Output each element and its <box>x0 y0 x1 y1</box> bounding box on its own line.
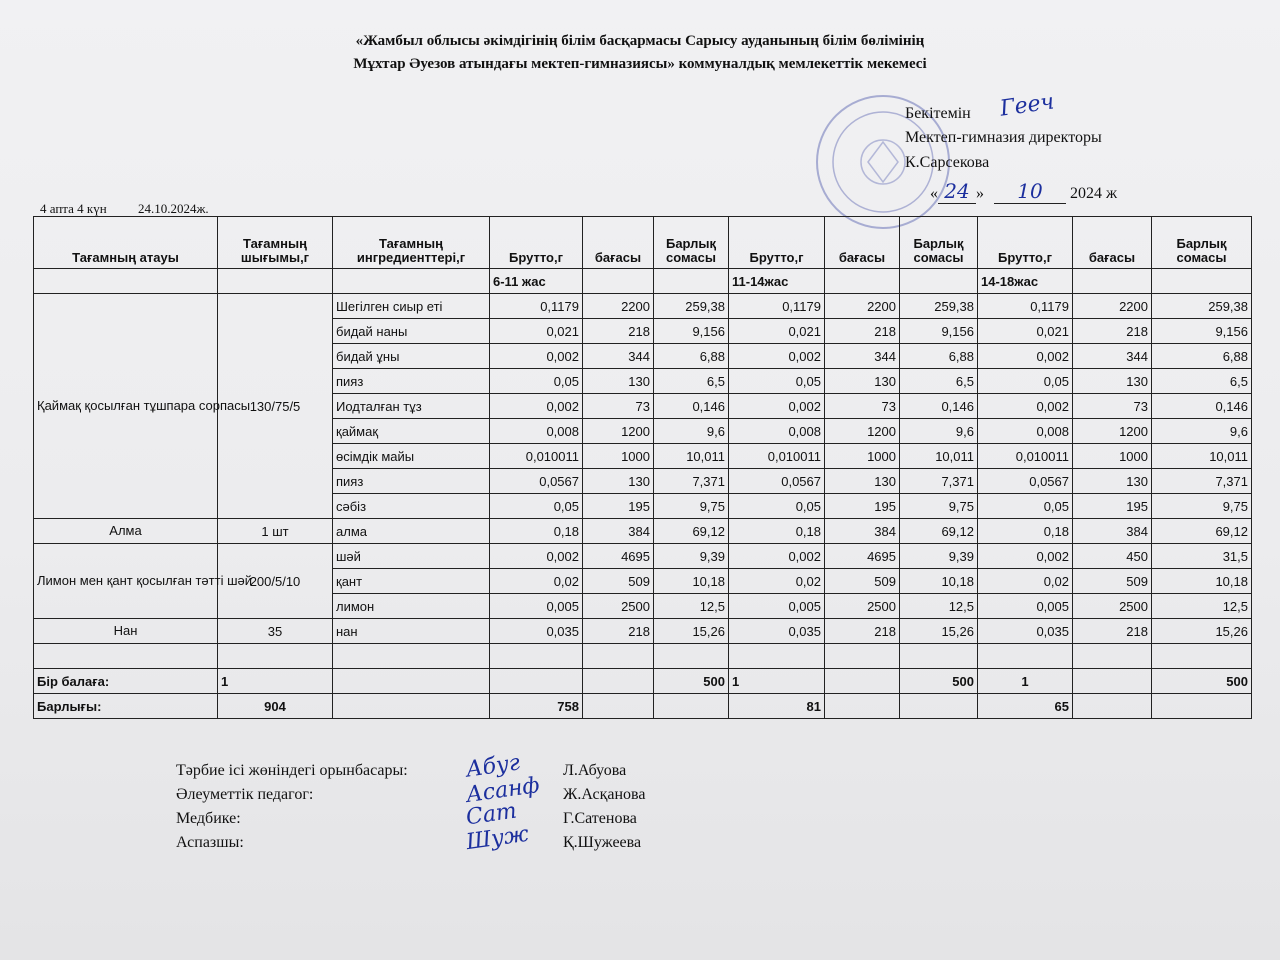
value-cell: 0,05 <box>729 494 825 519</box>
value-cell: 1200 <box>583 419 654 444</box>
ingredient-name: бидай наны <box>333 319 490 344</box>
per-child-value: 500 <box>654 669 729 694</box>
value-cell: 15,26 <box>900 619 978 644</box>
value-cell: 9,156 <box>900 319 978 344</box>
empty-cell <box>900 694 978 719</box>
value-cell: 69,12 <box>900 519 978 544</box>
approval-position: Мектеп-гимназия директоры <box>905 129 1102 146</box>
dish-yield: 35 <box>218 619 333 644</box>
value-cell: 15,26 <box>654 619 729 644</box>
empty-cell <box>729 644 825 669</box>
ingredient-name: пияз <box>333 469 490 494</box>
value-cell: 12,5 <box>1152 594 1252 619</box>
handwritten-signature: Сат <box>464 798 519 831</box>
empty-cell <box>1152 269 1252 294</box>
total-value: 758 <box>490 694 583 719</box>
week-info <box>40 201 237 217</box>
ingredient-name: Иодталған тұз <box>333 394 490 419</box>
value-cell: 6,5 <box>1152 369 1252 394</box>
value-cell: 384 <box>1073 519 1152 544</box>
value-cell: 7,371 <box>900 469 978 494</box>
value-cell: 0,05 <box>729 369 825 394</box>
per-child-value: Бір балаға: <box>34 669 218 694</box>
value-cell: 218 <box>583 319 654 344</box>
org-title-line-1: «Жамбыл облысы әкімдігінің білім басқармасы Сарысу ауданының білім бөлімінің <box>355 33 925 49</box>
empty-cell <box>34 269 218 294</box>
value-cell: 130 <box>1073 469 1152 494</box>
value-cell: 130 <box>583 369 654 394</box>
column-header: Брутто,г <box>490 217 583 269</box>
table-row <box>34 294 1252 319</box>
empty-cell <box>825 694 900 719</box>
total-value: Барлығы: <box>34 694 218 719</box>
empty-cell <box>583 269 654 294</box>
signer-name: Г.Сатенова <box>563 810 637 827</box>
value-cell: 4695 <box>583 544 654 569</box>
value-cell: 12,5 <box>900 594 978 619</box>
total-value: 81 <box>729 694 825 719</box>
dish-name: Лимон мен қант қосылған тәтті шәй <box>34 544 218 619</box>
dish-name: Нан <box>34 619 218 644</box>
value-cell: 0,021 <box>490 319 583 344</box>
ingredient-name: қант <box>333 569 490 594</box>
value-cell: 218 <box>1073 619 1152 644</box>
column-header: Брутто,г <box>978 217 1073 269</box>
column-header: Тағамның шығымы,г <box>218 217 333 269</box>
empty-cell <box>490 644 583 669</box>
empty-cell <box>333 644 490 669</box>
value-cell: 0,008 <box>978 419 1073 444</box>
value-cell: 0,02 <box>729 569 825 594</box>
value-cell: 0,18 <box>729 519 825 544</box>
empty-cell <box>1152 644 1252 669</box>
value-cell: 0,010011 <box>729 444 825 469</box>
total-value: 65 <box>978 694 1073 719</box>
value-cell: 2500 <box>583 594 654 619</box>
week-day: 4 апта 4 күн <box>40 201 107 216</box>
empty-cell <box>218 269 333 294</box>
value-cell: 0,02 <box>490 569 583 594</box>
value-cell: 9,75 <box>900 494 978 519</box>
value-cell: 0,002 <box>729 344 825 369</box>
value-cell: 9,6 <box>1152 419 1252 444</box>
value-cell: 31,5 <box>1152 544 1252 569</box>
value-cell: 1200 <box>1073 419 1152 444</box>
age-group-label: 11-14жас <box>729 269 825 294</box>
director-signature: Гееч <box>998 89 1056 122</box>
value-cell: 0,002 <box>978 344 1073 369</box>
value-cell: 0,002 <box>490 394 583 419</box>
empty-cell <box>333 669 490 694</box>
signer-role: Медбике: <box>176 810 241 827</box>
value-cell: 0,010011 <box>978 444 1073 469</box>
value-cell: 0,05 <box>490 494 583 519</box>
value-cell: 0,146 <box>654 394 729 419</box>
total-value: 904 <box>218 694 333 719</box>
value-cell: 6,88 <box>1152 344 1252 369</box>
value-cell: 344 <box>1073 344 1152 369</box>
value-cell: 0,18 <box>978 519 1073 544</box>
total-row <box>34 694 1252 719</box>
value-cell: 2500 <box>1073 594 1152 619</box>
value-cell: 0,002 <box>729 544 825 569</box>
value-cell: 0,05 <box>978 494 1073 519</box>
approval-day: 24 <box>944 179 970 203</box>
column-header: Тағамның атауы <box>34 217 218 269</box>
value-cell: 9,156 <box>654 319 729 344</box>
column-header: бағасы <box>825 217 900 269</box>
empty-cell <box>1073 694 1152 719</box>
value-cell: 9,75 <box>654 494 729 519</box>
ingredient-name: нан <box>333 619 490 644</box>
ingredient-name: бидай ұны <box>333 344 490 369</box>
empty-cell <box>1073 669 1152 694</box>
value-cell: 0,0567 <box>490 469 583 494</box>
value-cell: 0,05 <box>490 369 583 394</box>
signature-row <box>176 750 736 786</box>
menu-table <box>33 216 1252 719</box>
empty-cell <box>825 669 900 694</box>
value-cell: 130 <box>583 469 654 494</box>
value-cell: 0,02 <box>978 569 1073 594</box>
dish-yield: 200/5/10 <box>218 544 333 619</box>
value-cell: 2200 <box>583 294 654 319</box>
per-child-value: 1 <box>218 669 333 694</box>
value-cell: 0,05 <box>978 369 1073 394</box>
approval-label: Бекітемін Гееч <box>905 89 1056 122</box>
empty-cell <box>1073 644 1152 669</box>
value-cell: 0,035 <box>978 619 1073 644</box>
column-header: Барлық сомасы <box>654 217 729 269</box>
signer-name: Л.Абуова <box>563 762 627 779</box>
value-cell: 10,18 <box>1152 569 1252 594</box>
value-cell: 0,18 <box>490 519 583 544</box>
signer-role: Аспазшы: <box>176 834 244 851</box>
empty-cell <box>218 644 333 669</box>
column-header: Тағамның ингредиенттері,г <box>333 217 490 269</box>
approval-year: 2024 ж <box>1070 185 1118 202</box>
dish-yield: 1 шт <box>218 519 333 544</box>
value-cell: 2200 <box>1073 294 1152 319</box>
value-cell: 218 <box>583 619 654 644</box>
value-cell: 0,010011 <box>490 444 583 469</box>
ingredient-name: қаймақ <box>333 419 490 444</box>
handwritten-signature: Абуг <box>464 750 522 783</box>
value-cell: 218 <box>825 619 900 644</box>
value-cell: 73 <box>583 394 654 419</box>
value-cell: 73 <box>825 394 900 419</box>
value-cell: 6,5 <box>900 369 978 394</box>
empty-cell <box>825 644 900 669</box>
signature-row <box>176 772 736 810</box>
value-cell: 9,156 <box>1152 319 1252 344</box>
empty-cell <box>654 269 729 294</box>
empty-cell <box>333 269 490 294</box>
value-cell: 0,0567 <box>978 469 1073 494</box>
column-header: бағасы <box>1073 217 1152 269</box>
value-cell: 9,75 <box>1152 494 1252 519</box>
value-cell: 259,38 <box>654 294 729 319</box>
empty-cell <box>654 694 729 719</box>
org-title-line-2: Мұхтар Әуезов атындағы мектеп-гимназиясы» коммуналдық мемлекеттік мекемесі <box>353 56 927 72</box>
ingredient-name: шәй <box>333 544 490 569</box>
value-cell: 10,18 <box>654 569 729 594</box>
value-cell: 0,035 <box>490 619 583 644</box>
value-cell: 384 <box>583 519 654 544</box>
value-cell: 1000 <box>583 444 654 469</box>
value-cell: 10,011 <box>900 444 978 469</box>
value-cell: 195 <box>1073 494 1152 519</box>
value-cell: 450 <box>1073 544 1152 569</box>
table-header-row <box>34 217 1252 269</box>
value-cell: 0,146 <box>900 394 978 419</box>
value-cell: 0,005 <box>729 594 825 619</box>
value-cell: 7,371 <box>1152 469 1252 494</box>
per-child-value: 500 <box>1152 669 1252 694</box>
dish-name: Қаймақ қосылған тұшпара сорпасы <box>34 294 218 519</box>
value-cell: 0,021 <box>729 319 825 344</box>
value-cell: 0,002 <box>978 544 1073 569</box>
per-child-value: 500 <box>900 669 978 694</box>
value-cell: 0,008 <box>729 419 825 444</box>
value-cell: 509 <box>825 569 900 594</box>
value-cell: 0,146 <box>1152 394 1252 419</box>
value-cell: 10,011 <box>1152 444 1252 469</box>
value-cell: 4695 <box>825 544 900 569</box>
handwritten-signature: Асанф <box>464 772 542 809</box>
empty-cell <box>900 269 978 294</box>
signer-name: Қ.Шужеева <box>563 834 642 851</box>
value-cell: 69,12 <box>1152 519 1252 544</box>
signer-name: Ж.Асқанова <box>563 786 646 803</box>
empty-cell <box>900 644 978 669</box>
value-cell: 195 <box>583 494 654 519</box>
value-cell: 218 <box>825 319 900 344</box>
age-group-label: 6-11 жас <box>490 269 583 294</box>
empty-cell <box>490 669 583 694</box>
value-cell: 344 <box>583 344 654 369</box>
value-cell: 0,0567 <box>729 469 825 494</box>
empty-cell <box>333 694 490 719</box>
value-cell: 0,002 <box>729 394 825 419</box>
signature-row <box>176 798 736 834</box>
value-cell: 344 <box>825 344 900 369</box>
dish-yield: 130/75/5 <box>218 294 333 519</box>
value-cell: 130 <box>1073 369 1152 394</box>
value-cell: 6,5 <box>654 369 729 394</box>
value-cell: 0,1179 <box>490 294 583 319</box>
value-cell: 0,1179 <box>729 294 825 319</box>
value-cell: 10,18 <box>900 569 978 594</box>
value-cell: 73 <box>1073 394 1152 419</box>
table-row <box>34 619 1252 644</box>
column-header: Барлық сомасы <box>1152 217 1252 269</box>
column-header: Барлық сомасы <box>900 217 978 269</box>
value-cell: 6,88 <box>654 344 729 369</box>
ingredient-name: алма <box>333 519 490 544</box>
value-cell: 259,38 <box>1152 294 1252 319</box>
value-cell: 9,39 <box>654 544 729 569</box>
value-cell: 6,88 <box>900 344 978 369</box>
value-cell: 0,1179 <box>978 294 1073 319</box>
value-cell: 259,38 <box>900 294 978 319</box>
signer-role: Әлеуметтік педагог: <box>176 786 314 803</box>
value-cell: 1200 <box>825 419 900 444</box>
value-cell: 0,005 <box>490 594 583 619</box>
value-cell: 0,002 <box>978 394 1073 419</box>
approval-date: « 24 » 10 2024 ж <box>930 179 1118 203</box>
empty-row <box>34 644 1252 669</box>
value-cell: 384 <box>825 519 900 544</box>
value-cell: 69,12 <box>654 519 729 544</box>
value-cell: 9,6 <box>900 419 978 444</box>
value-cell: 2200 <box>825 294 900 319</box>
value-cell: 0,002 <box>490 544 583 569</box>
ingredient-name: сәбіз <box>333 494 490 519</box>
empty-cell <box>654 644 729 669</box>
value-cell: 0,005 <box>978 594 1073 619</box>
table-row <box>34 544 1252 569</box>
value-cell: 12,5 <box>654 594 729 619</box>
empty-cell <box>1152 694 1252 719</box>
per-child-value: 1 <box>729 669 825 694</box>
column-header: Брутто,г <box>729 217 825 269</box>
ingredient-name: пияз <box>333 369 490 394</box>
menu-date: 24.10.2024ж. <box>137 201 209 216</box>
empty-cell <box>583 669 654 694</box>
value-cell: 7,371 <box>654 469 729 494</box>
empty-cell <box>825 269 900 294</box>
value-cell: 0,021 <box>978 319 1073 344</box>
ingredient-name: лимон <box>333 594 490 619</box>
value-cell: 509 <box>1073 569 1152 594</box>
per-child-value: 1 <box>978 669 1073 694</box>
empty-cell <box>583 694 654 719</box>
ingredient-name: өсімдік майы <box>333 444 490 469</box>
handwritten-signature: Шуж <box>464 821 531 856</box>
value-cell: 9,6 <box>654 419 729 444</box>
empty-cell <box>583 644 654 669</box>
age-group-row <box>34 269 1252 294</box>
value-cell: 2500 <box>825 594 900 619</box>
empty-cell <box>34 644 218 669</box>
approval-month: 10 <box>1017 179 1043 203</box>
column-header: бағасы <box>583 217 654 269</box>
value-cell: 1000 <box>1073 444 1152 469</box>
value-cell: 0,035 <box>729 619 825 644</box>
age-group-label: 14-18жас <box>978 269 1073 294</box>
approval-name: К.Сарсекова <box>905 154 990 171</box>
empty-cell <box>1073 269 1152 294</box>
value-cell: 130 <box>825 469 900 494</box>
value-cell: 9,39 <box>900 544 978 569</box>
value-cell: 10,011 <box>654 444 729 469</box>
dish-name: Алма <box>34 519 218 544</box>
value-cell: 1000 <box>825 444 900 469</box>
value-cell: 195 <box>825 494 900 519</box>
signer-role: Тәрбие ісі жөніндегі орынбасары: <box>176 762 408 779</box>
value-cell: 130 <box>825 369 900 394</box>
value-cell: 0,002 <box>490 344 583 369</box>
table-row <box>34 519 1252 544</box>
value-cell: 0,008 <box>490 419 583 444</box>
value-cell: 15,26 <box>1152 619 1252 644</box>
per-child-row <box>34 669 1252 694</box>
empty-cell <box>978 644 1073 669</box>
signature-row <box>176 821 736 858</box>
value-cell: 218 <box>1073 319 1152 344</box>
ingredient-name: Шегілген сиыр еті <box>333 294 490 319</box>
value-cell: 509 <box>583 569 654 594</box>
signatures-block <box>176 750 736 858</box>
